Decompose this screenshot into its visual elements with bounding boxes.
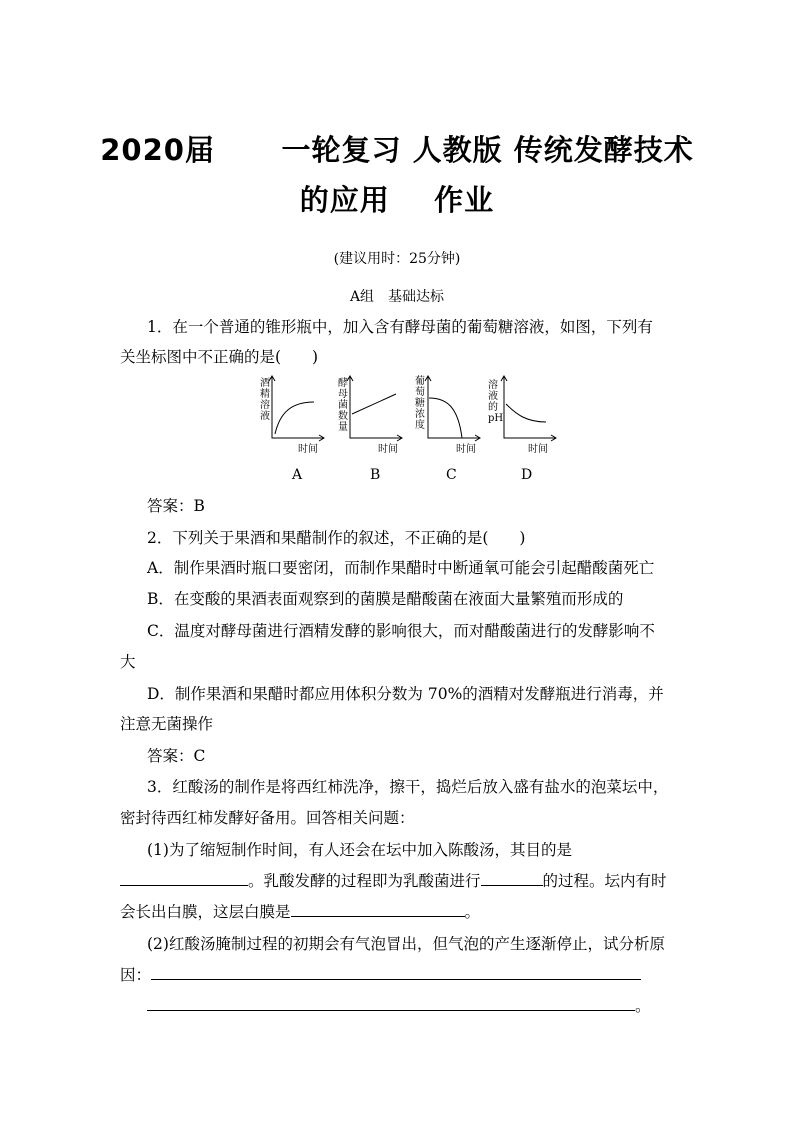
graph-d-letter: D bbox=[521, 467, 533, 483]
q3-part2-line1: (2)红酸汤腌制过程的初期会有气泡冒出，但气泡的产生逐渐停止，试分析原 bbox=[147, 935, 665, 953]
graph-c-letter: C bbox=[446, 467, 457, 483]
answer-blank-1[interactable] bbox=[120, 871, 248, 886]
q1-stem-line2: 关坐标图中不正确的是( ) bbox=[120, 348, 319, 366]
graph-d-plot bbox=[488, 376, 558, 446]
q2-option-c-line1: C．温度对酵母菌进行酒精发酵的影响很大，而对醋酸菌进行的发酵影响不 bbox=[147, 622, 655, 640]
q2-option-c-line2: 大 bbox=[120, 653, 136, 671]
graph-a-plot bbox=[258, 376, 328, 446]
q3-part1-line2 bbox=[120, 869, 667, 891]
graph-b-curve bbox=[352, 394, 396, 414]
answer-blank-2[interactable] bbox=[481, 871, 543, 886]
time-note: (建议用时：25分钟) bbox=[333, 251, 461, 267]
graph-b-plot bbox=[336, 376, 406, 446]
graph-b bbox=[336, 376, 406, 456]
answer-blank-5[interactable] bbox=[147, 996, 635, 1011]
graph-d-xlabel: 时间 bbox=[528, 444, 548, 455]
graph-a-ylabel: 酒 精 溶 液 bbox=[260, 378, 270, 422]
q3-part1-text-c: 会长出白膜，这层白膜是 bbox=[120, 903, 291, 921]
q2-answer: 答案：C bbox=[147, 747, 206, 765]
graph-c-curve bbox=[429, 398, 462, 438]
q3-part1-text-d: 。 bbox=[464, 903, 481, 921]
q3-part1-text-b: 的过程。坛内有时 bbox=[542, 872, 667, 890]
graph-a-letter: A bbox=[292, 467, 303, 483]
graph-b-letter: B bbox=[370, 467, 381, 483]
q2-stem: 2．下列关于果酒和果醋制作的叙述，不正确的是( ) bbox=[147, 529, 526, 547]
graph-d-ylabel: 溶 液 的 pH bbox=[488, 380, 504, 424]
graph-c-ylabel: 葡 萄 糖 浓 度 bbox=[415, 376, 425, 431]
q1-stem-line1: 1．在一个普通的锥形瓶中，加入含有酵母菌的葡萄糖溶液，如图，下列有 bbox=[147, 318, 653, 336]
q2-option-b: B．在变酸的果酒表面观察到的菌膜是醋酸菌在液面大量繁殖而形成的 bbox=[147, 590, 624, 608]
q3-part1-line1: (1)为了缩短制作时间，有人还会在坛中加入陈酸汤，其目的是 bbox=[147, 841, 572, 859]
q3-part2-label: 因： bbox=[120, 966, 152, 984]
answer-blank-4[interactable] bbox=[151, 965, 641, 980]
graph-c-plot bbox=[414, 376, 484, 446]
q2-option-d-line1: D．制作果酒和果醋时都应用体积分数为 70%的酒精对发酵瓶进行消毒，并 bbox=[147, 685, 664, 703]
q3-stem-line1: 3．红酸汤的制作是将西红柿洗净，擦干，捣烂后放入盛有盐水的泡菜坛中， bbox=[147, 778, 669, 796]
document-title-line2: 的应用 作业 bbox=[299, 183, 495, 217]
graph-a-curve bbox=[275, 402, 314, 434]
graph-a-xlabel: 时间 bbox=[298, 444, 318, 455]
graph-c bbox=[414, 376, 484, 456]
section-heading: A组 基础达标 bbox=[349, 289, 445, 305]
q3-part2-line2 bbox=[120, 963, 641, 985]
q1-answer: 答案：B bbox=[147, 497, 205, 515]
answer-blank-3[interactable] bbox=[291, 902, 465, 917]
q3-part1-text-a: 。乳酸发酵的过程即为乳酸菌进行 bbox=[248, 872, 481, 890]
q3-part2-end: 。 bbox=[635, 997, 651, 1015]
q3-part2-line3 bbox=[147, 994, 651, 1016]
graph-d bbox=[488, 376, 558, 456]
q2-option-d-line2: 注意无菌操作 bbox=[120, 715, 214, 733]
graph-b-xlabel: 时间 bbox=[378, 444, 398, 455]
graph-c-xlabel: 时间 bbox=[456, 444, 476, 455]
graph-d-curve bbox=[506, 404, 546, 422]
q2-option-a: A．制作果酒时瓶口要密闭，而制作果醋时中断通氧可能会引起醋酸菌死亡 bbox=[147, 559, 655, 577]
q3-stem-line2: 密封待西红柿发酵好备用。回答相关问题： bbox=[120, 809, 415, 827]
graph-b-ylabel: 酵 母 菌 数 量 bbox=[338, 378, 348, 433]
document-title-line1: 2020届 一轮复习 人教版 传统发酵技术 bbox=[100, 133, 694, 167]
graph-a bbox=[258, 376, 328, 456]
q3-part1-line3 bbox=[120, 900, 480, 922]
